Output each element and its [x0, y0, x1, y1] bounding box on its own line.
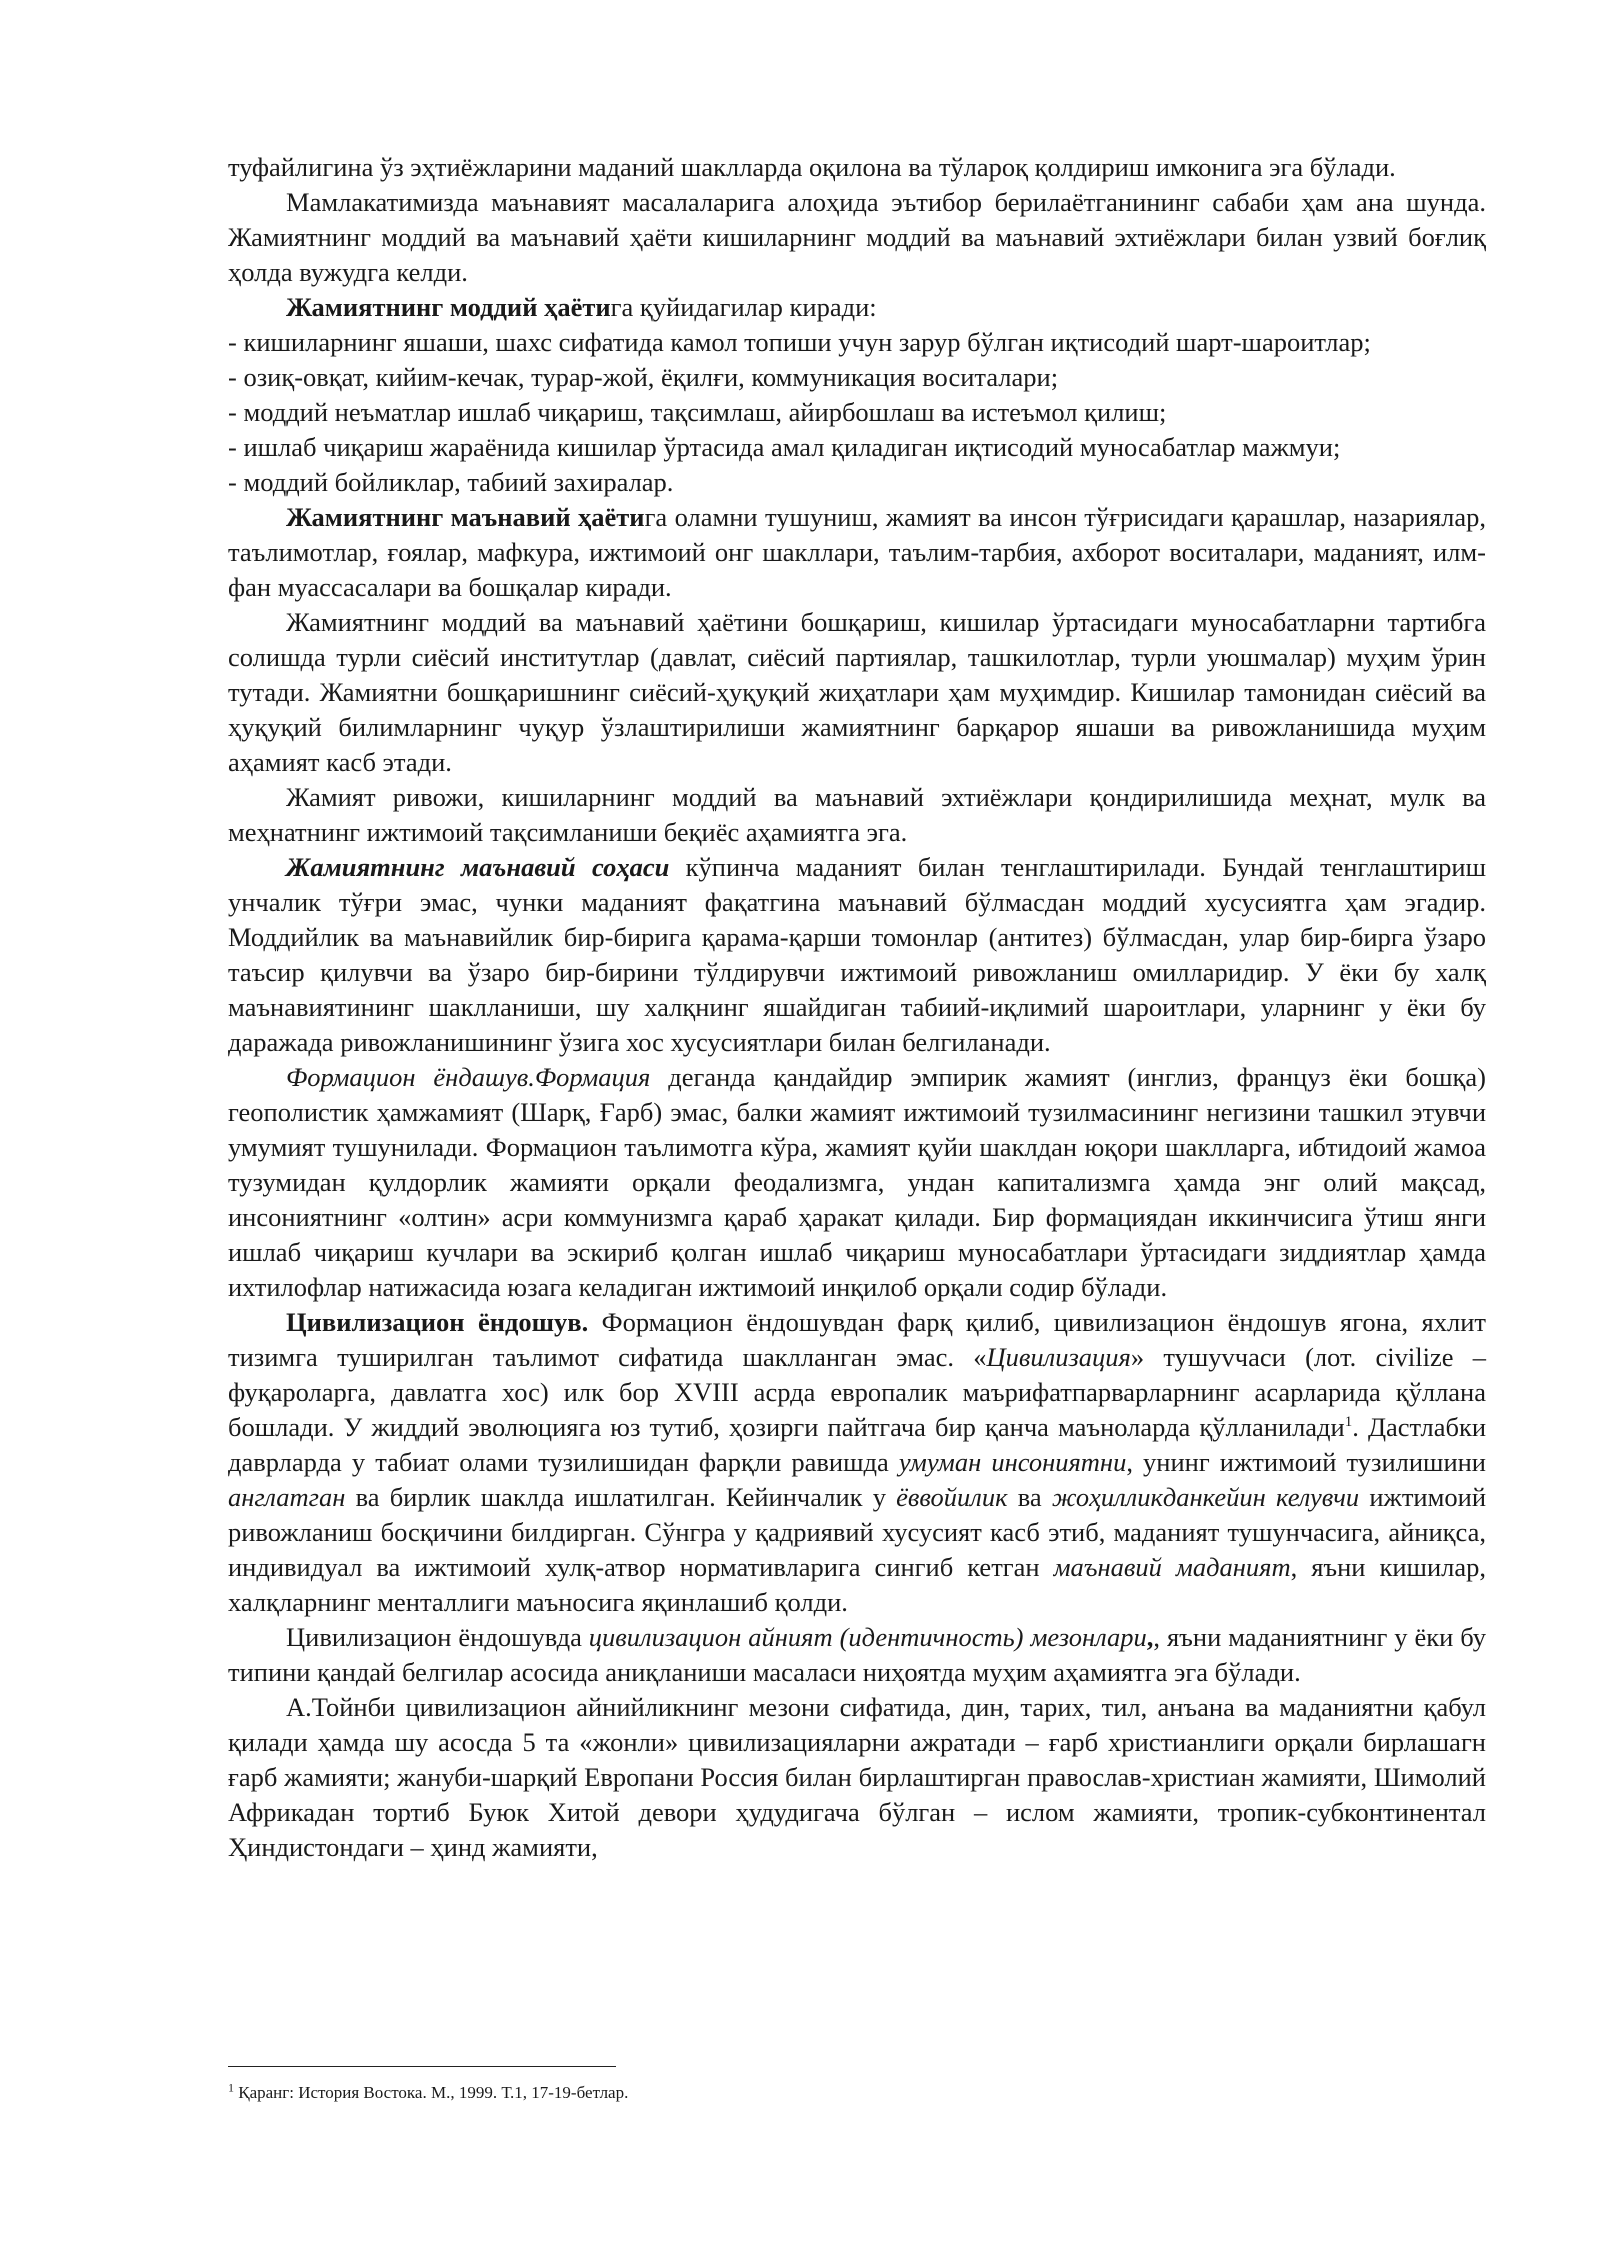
footnote-ref[interactable]: 1	[1344, 1414, 1353, 1431]
text-span: » тушуvчаси (лот. civilize – фуқароларга, давлатга хос) илк бор XVIII асрда европалик маърифатпарварларнинг асарларида қўллана бошлади. У жиддий эволюцияга юз тутиб, ҳозирги пайтгача бир қанча маъноларда қўлланилади	[228, 1342, 1486, 1442]
paragraph-1: туфайлигина ўз эҳтиёжларини маданий шаклларда оқилона ва тўлароқ қолдириш имконига эга бўлади.	[228, 152, 1396, 182]
text-span: , унинг ижтимоий тузилишини	[1126, 1447, 1486, 1477]
term-spiritual-sphere: Жамиятнинг маънавий соҳаси	[286, 852, 670, 882]
paragraph-3-text: га қуйидагилар киради:	[610, 292, 877, 322]
text-span: Цивилизацион ёндошувда	[286, 1622, 589, 1652]
italic-term: Цивилизация	[986, 1342, 1131, 1372]
paragraph-4-text: га оламни тушуниш, жамият ва инсон тўғрисидаги қарашлар, назариялар, таълимотлар, ғоялар, мафкура, ижтимоий онг шакллари, таълим-тарбия, ахборот воситалари, маданият, илм-фан муассасалари ва бошқалар киради.	[228, 502, 1486, 602]
italic-term: жоҳилликданкейин келувчи	[1051, 1482, 1360, 1512]
text-span: ва бирлик шаклда ишлатилган. Кейинчалик у	[345, 1482, 897, 1512]
text-span: ва	[1007, 1482, 1052, 1512]
footnote-text: Қаранг: История Востока. М., 1999. Т.1, 17-19-бетлар.	[234, 2083, 629, 2102]
text-span: , яъни кишилар, халқларнинг менталлиги маъносига яқинлашиб қолди.	[228, 1552, 1487, 1617]
footnote	[228, 2082, 1486, 2104]
italic-term: маънавий маданият	[1053, 1552, 1291, 1582]
paragraph-7	[228, 850, 1486, 1060]
document-body	[228, 150, 1486, 1865]
italic-term: англатган	[228, 1482, 346, 1512]
term-material-life: Жамиятнинг моддий ҳаёти	[286, 292, 611, 322]
term-spiritual-life: Жамиятнинг маънавий ҳаёти	[286, 502, 645, 532]
term-civilization-approach: Цивилизацион ёндошув.	[286, 1307, 589, 1337]
list-item: - кишиларнинг яшаши, шахс сифатида камол топиши учун зарур бўлган иқтисодий шарт-шароитлар;	[228, 327, 1371, 357]
paragraph-6: Жамият ривожи, кишиларнинг моддий ва маънавий эхтиёжлари қондирилишида меҳнат, мулк ва меҳнатнинг ижтимоий тақсимланиши беқиёс аҳамиятга эга.	[228, 782, 1486, 847]
paragraph-8	[228, 1060, 1486, 1305]
footnote-marker: 1	[228, 2080, 234, 2095]
paragraph-4	[228, 500, 1486, 605]
text-span: , яъни маданиятнинг у ёки бу типини қандай белгилар асосида аниқланиши масаласи ниҳоятда муҳим аҳамиятга эга бўлади.	[228, 1622, 1486, 1687]
paragraph-10: Цивилизацион ёндошувда цивилизацион айният (идентичность) мезонлари,, яъни маданиятнинг у ёки бу типини қандай белгилар асосида аниқланиши масаласи ниҳоятда муҳим аҳамиятга эга бўлади.	[228, 1622, 1486, 1687]
italic-term: умуман инсониятни	[898, 1447, 1127, 1477]
list-item: - озиқ-овқат, кийим-кечак, турар-жой, ёқилғи, коммуникация воситалари;	[228, 362, 1059, 392]
paragraph-7-text: кўпинча маданият билан тенглаштирилади. Бундай тенглаштириш унчалик тўғри эмас, чунки маданият фақатгина маънавий бўлмасдан моддий хусусиятга ҳам эгадир. Моддийлик ва маънавийлик бир-бирига қарама-қарши томонлар (антитез) бўлмасдан, улар бир-бирга ўзаро таъсир қилувчи ва ўзаро бир-бирини тўлдирувчи ижтимоий ривожланиш омилларидир. У ёки бу халқ маънавиятининг шаклланиши, шу халқнинг яшайдиган табиий-иқлимий шароитлари, уларнинг у ёки бу даражада ривожланишининг ўзига хос хусусиятлари билан белгиланади.	[228, 852, 1486, 1057]
text-span: Формацион ёндошувдан фарқ қилиб, цивилизацион ёндошув ягона, яхлит тизимга туширилган таълимот сифатида шаклланган эмас. «	[228, 1307, 1486, 1372]
footnote-separator	[228, 2066, 616, 2067]
paragraph-11: А.Тойнби цивилизацион айнийликнинг мезони сифатида, дин, тарих, тил, анъана ва маданиятни қабул қилади ҳамда шу асосда 5 та «жонли» цивилизацияларни ажратади – ғарб христианлиги орқали бирлашагн ғарб жамияти; жануби-шарқий Европани Россия билан бирлаштирган православ-христиан жамияти, Шимолий Африкадан тортиб Буюк Хитой девори ҳудудигача бўлган – ислом жамияти, тропик-субконтинентал Ҳиндистондаги – ҳинд жамияти,	[228, 1692, 1486, 1862]
paragraph-3	[228, 290, 1486, 325]
paragraph-9	[228, 1305, 1486, 1620]
list-item: - моддий бойликлар, табиий захиралар.	[228, 467, 674, 497]
term-formation-approach: Формацион ёндашув.Формация	[286, 1062, 651, 1092]
list-item: - ишлаб чиқариш жараёнида кишилар ўртасида амал қиладиган иқтисодий муносабатлар мажмуи;	[228, 432, 1341, 462]
italic-term: цивилизацион айният (идентичность) мезонлари	[588, 1622, 1147, 1652]
text-span: . Дастлабки даврларда у табиат олами тузилишидан фарқли равишда	[228, 1412, 1487, 1477]
paragraph-8-text: деганда қандайдир эмпирик жамият (инглиз, француз ёки бошқа) геополистик ҳамжамият (Шарқ, Ғарб) эмас, балки жамият ижтимоий тузилмасининг негизини ташкил этувчи умумият тушунилади. Формацион таълимотга кўра, жамият қуйи шаклдан юқори шаклларга, ибтидоий жамоа тузумидан қулдорлик жамияти орқали феодализмга, ундан капитализмга ҳамда энг олий мақсад, инсониятнинг «олтин» асри коммунизмга қараб ҳаракат қилади. Бир формациядан иккинчисига ўтиш янги ишлаб чиқариш кучлари ва эскириб қолган ишлаб чиқариш муносабатлари ўртасидаги зиддиятлар ҳамда ихтилофлар натижасида юзага келадиган ижтимоий инқилоб орқали содир бўлади.	[228, 1062, 1487, 1302]
paragraph-2: Мамлакатимизда маънавият масалаларига алоҳида эътибор берилаётганининг сабаби ҳам ана шунда. Жамиятнинг моддий ва маънавий ҳаёти кишиларнинг моддий ва маънавий эхтиёжлари билан узвий боғлиқ ҳолда вужудга келди.	[228, 187, 1486, 287]
italic-term: ёввойилик	[896, 1482, 1008, 1512]
text-span: ижтимоий ривожланиш босқичини билдирган. Сўнгра у қадриявий хусусият касб этиб, маданият тушунчасига, айниқса, индивидуал ва ижтимоий хулқ-атвор нормативларига сингиб кетган	[228, 1482, 1486, 1582]
paragraph-5: Жамиятнинг моддий ва маънавий ҳаётини бошқариш, кишилар ўртасидаги муносабатларни тартибга солишда турли сиёсий институтлар (давлат, сиёсий партиялар, ташкилотлар, турли уюшмалар) муҳим ўрин тутади. Жамиятни бошқаришнинг сиёсий-ҳуқуқий жиҳатлари ҳам муҳимдир. Кишилар тамонидан сиёсий ва ҳуқуқий билимларнинг чуқур ўзлаштирилиши жамиятнинг барқарор яшаши ва ривожланишида муҳим аҳамият касб этади.	[228, 607, 1486, 777]
list-item: - моддий неъматлар ишлаб чиқариш, тақсимлаш, айирбошлаш ва истеъмол қилиш;	[228, 397, 1167, 427]
